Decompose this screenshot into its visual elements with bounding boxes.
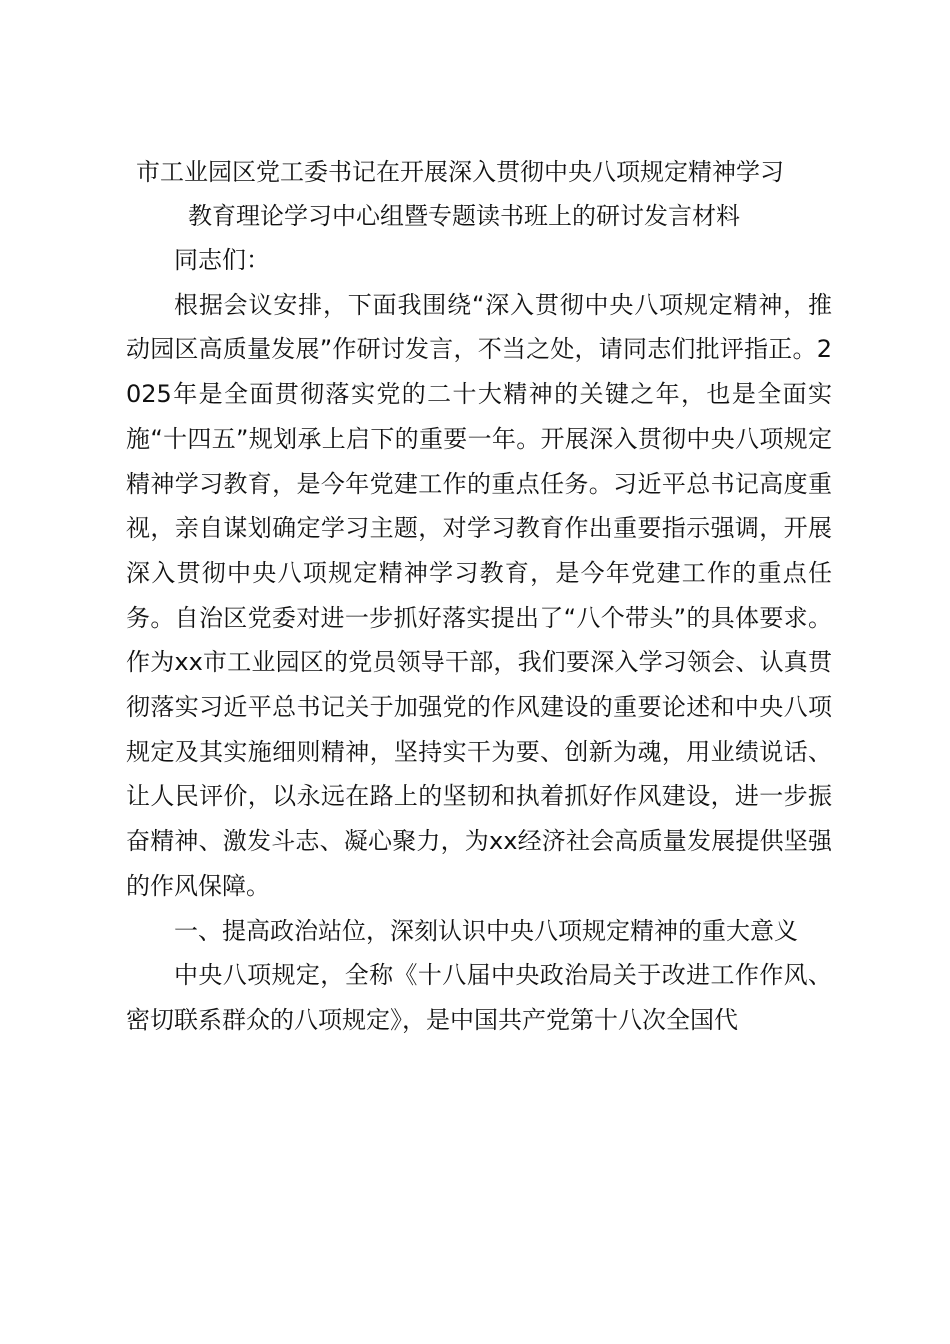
salutation: 同志们： xyxy=(174,246,270,274)
body-paragraph-2: 中央八项规定，全称《十八届中央政治局关于改进工作作风、密切联系群众的八项规定》，是中国共产党第十八次全国代 xyxy=(126,961,832,1034)
body-paragraph-1: 根据会议安排，下面我围绕“深入贯彻中央八项规定精神，推动园区高质量发展”作研讨发言，不当之处，请同志们批评指正。2025年是全面贯彻落实党的二十大精神的关键之年，也是全面实施“十四五”规划承上启下的重要一年。开展深入贯彻中央八项规定精神学习教育，是今年党建工作的重点任务。习近平总书记高度重视，亲自谋划确定学习主题，对学习教育作出重要指示强调，开展深入贯彻中央八项规定精神学习教育，是今年党建工作的重点任务。自治区党委对进一步抓好落实提出了“八个带头”的具体要求。作为xx市工业园区的党员领导干部，我们要深入学习领会、认真贯彻落实习近平总书记关于加强党的作风建设的重要论述和中央八项规定及其实施细则精神，坚持实干为要、创新为魂，用业绩说话、让人民评价，以永远在路上的坚韧和执着抓好作风建设，进一步振奋精神、激发斗志、凝心聚力，为xx经济社会高质量发展提供坚强的作风保障。 xyxy=(126,290,832,900)
document-title-line-1: 市工业园区党工委书记在开展深入贯彻中央八项规定精神学习 xyxy=(136,158,784,186)
document-page xyxy=(126,150,832,1043)
document-title-line-2: 教育理论学习中心组暨专题读书班上的研讨发言材料 xyxy=(188,202,740,230)
section-heading-1: 一、提高政治站位，深刻认识中央八项规定精神的重大意义 xyxy=(174,916,798,945)
